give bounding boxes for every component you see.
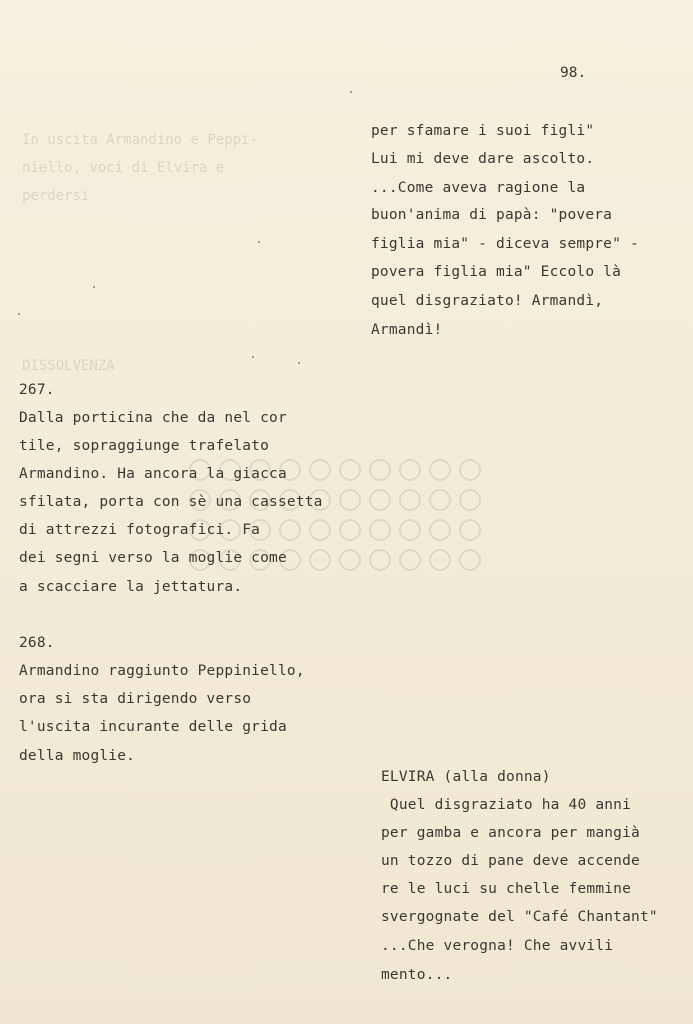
dialogue-line: svergognate del "Café Chantant" bbox=[381, 909, 658, 925]
text-line: tile, sopraggiunge trafelato bbox=[19, 438, 270, 454]
text-line: ...Come aveva ragione la bbox=[371, 180, 586, 196]
text-line: Armandino raggiunto Peppiniello, bbox=[19, 663, 305, 679]
text-line: sfilata, porta con sè una cassetta bbox=[19, 494, 323, 510]
text-line: quel disgraziato! Armandì, bbox=[371, 293, 604, 309]
ink-speck bbox=[298, 362, 300, 364]
scene-number: 268. bbox=[19, 635, 55, 651]
ink-speck bbox=[350, 91, 352, 93]
dialogue-line: ...Che verogna! Che avvili bbox=[381, 938, 614, 954]
dialogue-line: per gamba e ancora per mangià bbox=[381, 825, 640, 841]
text-line: buon'anima di papà: "povera bbox=[371, 207, 613, 223]
text-line: Armandì! bbox=[371, 322, 443, 338]
ink-speck bbox=[258, 241, 260, 243]
bleed-through-line: perdersi bbox=[22, 188, 90, 204]
text-line: dei segni verso la moglie come bbox=[19, 550, 287, 566]
text-line: Dalla porticina che da nel cor bbox=[19, 410, 287, 426]
page-number: 98. bbox=[560, 65, 587, 81]
text-line: di attrezzi fotografici. Fa bbox=[19, 522, 261, 538]
bleed-through-line: niello, voci di Elvira e bbox=[22, 160, 225, 176]
text-line: Armandino. Ha ancora la giacca bbox=[19, 466, 287, 482]
text-line: l'uscita incurante delle grida bbox=[19, 719, 287, 735]
text-line: della moglie. bbox=[19, 748, 136, 764]
text-line: ora si sta dirigendo verso bbox=[19, 691, 252, 707]
ink-speck bbox=[252, 356, 254, 358]
speaker-label: ELVIRA (alla donna) bbox=[381, 769, 551, 785]
text-line: povera figlia mia" Eccolo là bbox=[371, 264, 622, 280]
scene-number: 267. bbox=[19, 382, 55, 398]
ink-speck bbox=[18, 313, 20, 315]
text-line: per sfamare i suoi figli" bbox=[371, 123, 595, 139]
dialogue-line: un tozzo di pane deve accende bbox=[381, 853, 640, 869]
dialogue-line: re le luci su chelle femmine bbox=[381, 881, 632, 897]
bleed-through-line: In uscita Armandino e Peppi- bbox=[22, 132, 259, 148]
text-line: Lui mi deve dare ascolto. bbox=[371, 151, 595, 167]
text-line: figlia mia" - diceva sempre" - bbox=[371, 236, 639, 252]
text-line: a scacciare la jettatura. bbox=[19, 579, 243, 595]
dialogue-line: Quel disgraziato ha 40 anni bbox=[381, 797, 632, 813]
bleed-through-line: DISSOLVENZA bbox=[22, 358, 115, 374]
dialogue-line: mento... bbox=[381, 967, 453, 983]
ink-speck bbox=[93, 286, 95, 288]
